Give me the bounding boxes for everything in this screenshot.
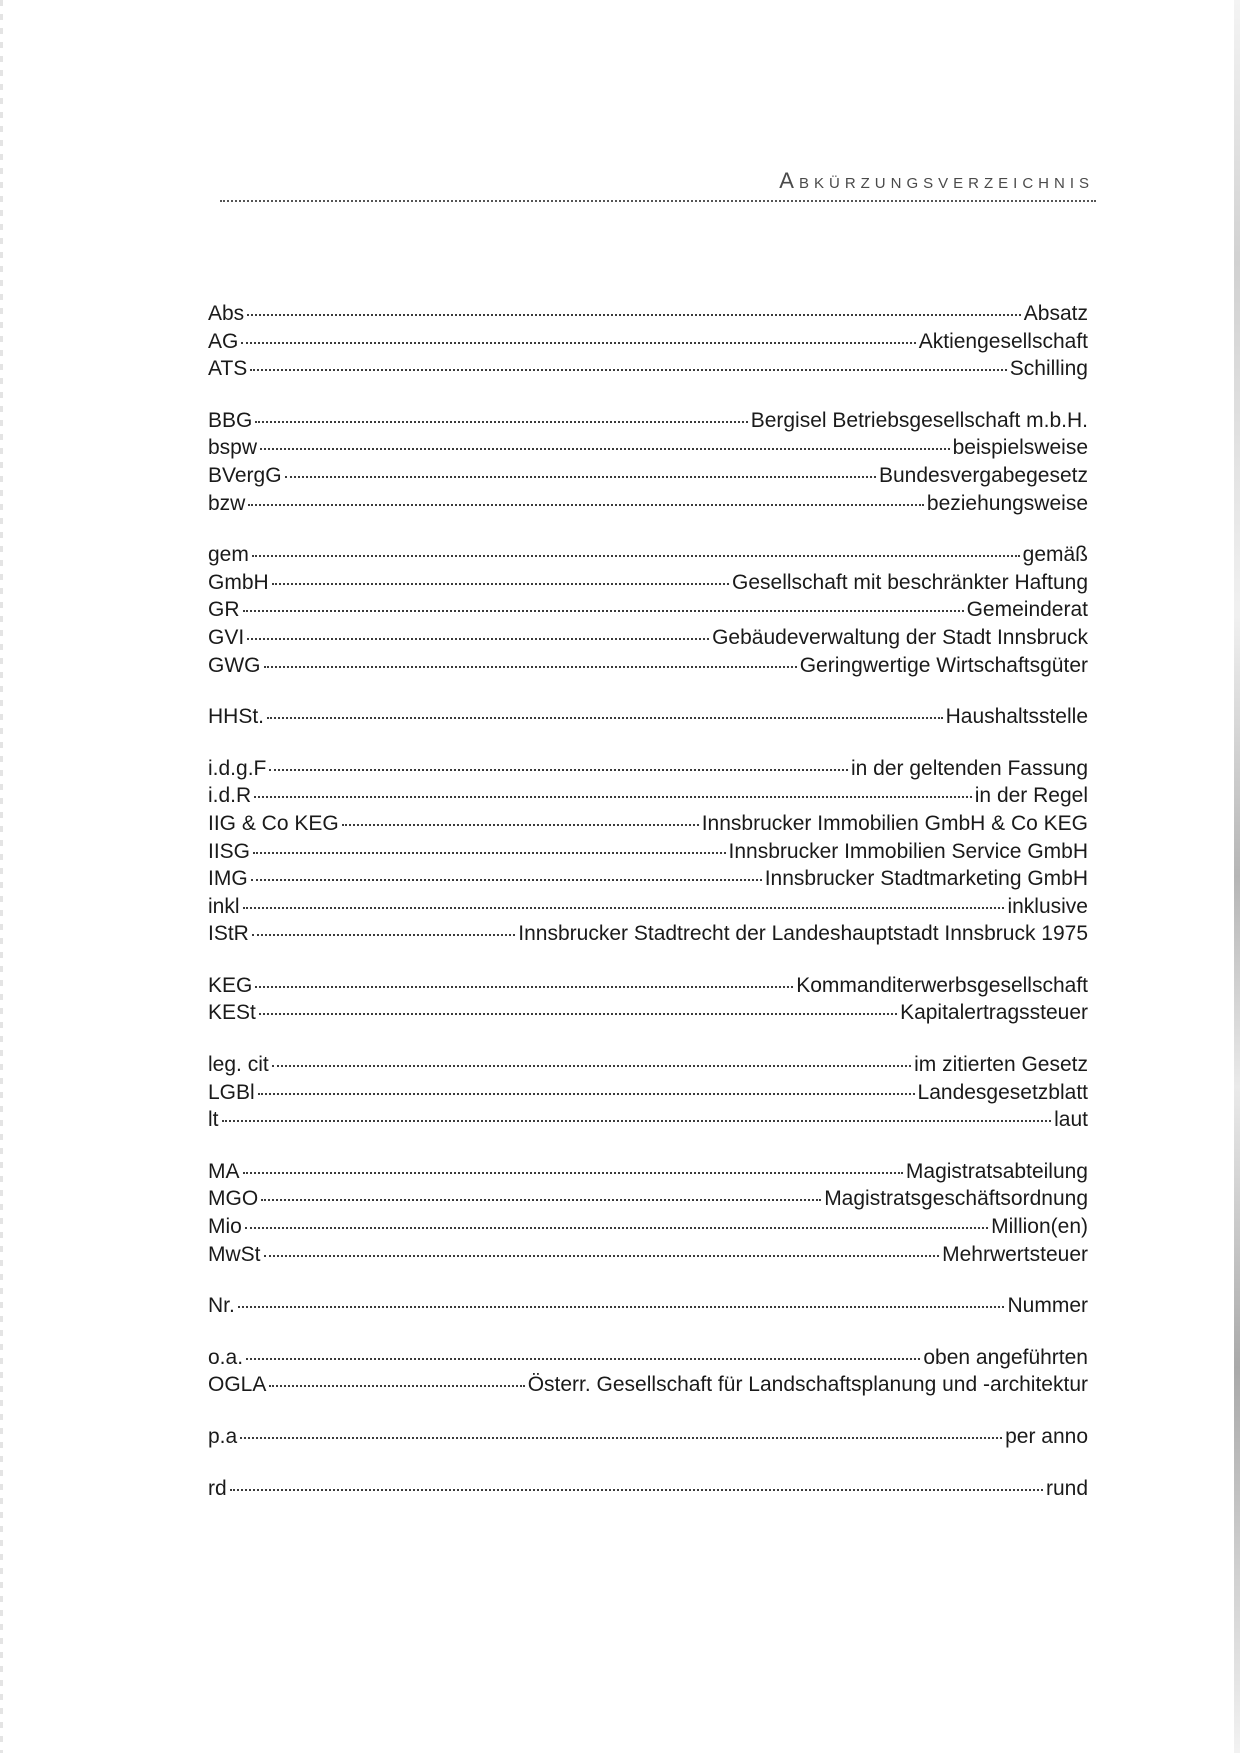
abbreviation-meaning: Million(en): [991, 1215, 1088, 1239]
abbreviation-entry: [208, 1158, 1088, 1186]
abbreviation-entry: [208, 1241, 1088, 1269]
abbreviation-entry: [208, 972, 1088, 1000]
abbreviation-meaning: oben angeführten: [923, 1345, 1088, 1369]
dot-leader: [272, 583, 729, 585]
abbreviation-meaning: Innsbrucker Immobilien Service GmbH: [728, 839, 1088, 863]
abbreviation-term: bspw: [208, 436, 258, 460]
abbreviation-meaning: Landesgesetzblatt: [917, 1080, 1088, 1104]
abbreviation-meaning: Aktiengesellschaft: [918, 329, 1088, 353]
abbreviation-term: HHSt.: [208, 705, 265, 729]
dot-leader: [240, 1437, 1002, 1439]
abbreviation-group: [208, 703, 1088, 731]
abbreviation-term: ATS: [208, 357, 248, 381]
dot-leader: [255, 421, 747, 423]
abbreviation-group: [208, 300, 1088, 383]
abbreviation-meaning: Gebäudeverwaltung der Stadt Innsbruck: [712, 625, 1088, 649]
dot-leader: [252, 555, 1020, 557]
abbreviation-meaning: inklusive: [1007, 894, 1088, 918]
abbreviation-entry: [208, 541, 1088, 569]
abbreviation-meaning: Gemeinderat: [966, 598, 1088, 622]
abbreviation-meaning: Schilling: [1009, 357, 1088, 381]
page-header: [220, 166, 1096, 202]
dot-leader: [285, 476, 876, 478]
abbreviation-term: i.d.g.F: [208, 756, 267, 780]
abbreviation-meaning: Kommanditerwerbsgesellschaft: [796, 973, 1088, 997]
abbreviation-meaning: Innsbrucker Stadtmarketing GmbH: [764, 867, 1088, 891]
abbreviation-term: IMG: [208, 867, 248, 891]
abbreviation-entry: [208, 755, 1088, 783]
abbreviation-entry: [208, 1106, 1088, 1134]
abbreviation-term: IIG & Co KEG: [208, 811, 339, 835]
abbreviation-entry: [208, 490, 1088, 518]
abbreviation-meaning: Haushaltsstelle: [945, 705, 1088, 729]
scan-edge-left: [0, 0, 3, 1753]
abbreviation-meaning: Magistratsabteilung: [905, 1159, 1088, 1183]
abbreviation-term: AG: [208, 329, 239, 353]
dot-leader: [342, 824, 699, 826]
abbreviation-entry: [208, 596, 1088, 624]
abbreviation-entry: [208, 1475, 1088, 1503]
dot-leader: [253, 852, 726, 854]
abbreviation-term: i.d.R: [208, 784, 252, 808]
abbreviation-meaning: Magistratsgeschäftsordnung: [824, 1187, 1088, 1211]
abbreviation-entry: [208, 624, 1088, 652]
abbreviation-term: lt: [208, 1108, 219, 1132]
abbreviation-entry: [208, 1423, 1088, 1451]
abbreviation-meaning: Geringwertige Wirtschaftsgüter: [799, 653, 1088, 677]
abbreviation-entry: [208, 810, 1088, 838]
abbreviation-term: OGLA: [208, 1373, 267, 1397]
abbreviation-term: GR: [208, 598, 240, 622]
abbreviation-group: [208, 1158, 1088, 1268]
abbreviation-meaning: per anno: [1005, 1425, 1088, 1448]
abbreviation-term: gem: [208, 543, 249, 567]
dot-leader: [258, 1093, 915, 1095]
dot-leader: [269, 1385, 524, 1387]
abbreviation-term: MA: [208, 1159, 240, 1183]
abbreviation-group: [208, 1344, 1088, 1399]
abbreviation-term: GWG: [208, 653, 261, 677]
abbreviation-entry: [208, 328, 1088, 356]
abbreviation-meaning: in der geltenden Fassung: [851, 756, 1088, 780]
dot-leader: [259, 1013, 897, 1015]
abbreviation-entry: [208, 1185, 1088, 1213]
abbreviation-group: [208, 1423, 1088, 1451]
scan-edge-right: [1234, 0, 1240, 1753]
abbreviation-entry: [208, 920, 1088, 948]
abbreviation-meaning: rund: [1045, 1476, 1088, 1500]
abbreviation-group: [208, 541, 1088, 679]
abbreviation-entry: [208, 782, 1088, 810]
abbreviation-meaning: beispielsweise: [952, 436, 1088, 460]
dot-leader: [261, 1199, 821, 1201]
header-divider: [220, 200, 1096, 202]
abbreviation-entry: [208, 462, 1088, 490]
dot-leader: [272, 1065, 911, 1067]
abbreviation-term: rd: [208, 1476, 227, 1500]
abbreviation-group: [208, 407, 1088, 517]
dot-leader: [254, 796, 972, 798]
abbreviation-term: inkl: [208, 894, 240, 918]
dot-leader: [243, 907, 1005, 909]
dot-leader: [255, 986, 793, 988]
abbreviation-entry: [208, 838, 1088, 866]
abbreviation-term: bzw: [208, 491, 246, 515]
abbreviation-entry: [208, 652, 1088, 680]
abbreviation-meaning: Bundesvergabegesetz: [879, 463, 1088, 487]
abbreviation-term: KESt: [208, 1001, 256, 1025]
abbreviation-entry: [208, 407, 1088, 435]
abbreviation-term: GVI: [208, 625, 245, 649]
dot-leader: [243, 610, 964, 612]
dot-leader: [247, 314, 1021, 316]
dot-leader: [260, 448, 950, 450]
abbreviation-entry: [208, 1051, 1088, 1079]
abbreviation-term: GmbH: [208, 570, 269, 594]
abbreviation-meaning: Innsbrucker Stadtrecht der Landeshauptstadt Innsbruck 1975: [518, 922, 1088, 946]
abbreviation-term: Abs: [208, 302, 245, 325]
dot-leader: [246, 1358, 920, 1360]
abbreviation-meaning: Bergisel Betriebsgesellschaft m.b.H.: [750, 408, 1088, 432]
abbreviation-meaning: Kapitalertragssteuer: [900, 1001, 1088, 1025]
dot-leader: [245, 1227, 988, 1229]
abbreviation-term: MGO: [208, 1187, 259, 1211]
dot-leader: [251, 879, 762, 881]
abbreviation-meaning: in der Regel: [974, 784, 1088, 808]
abbreviation-meaning: beziehungsweise: [926, 491, 1088, 515]
abbreviation-group: [208, 1292, 1088, 1320]
dot-leader: [250, 369, 1006, 371]
dot-leader: [247, 638, 709, 640]
abbreviation-term: Mio: [208, 1215, 242, 1239]
abbreviation-entry: [208, 1213, 1088, 1241]
dot-leader: [241, 342, 915, 344]
abbreviation-meaning: Nummer: [1007, 1294, 1088, 1318]
dot-leader: [264, 666, 797, 668]
abbreviation-entry: [208, 300, 1088, 328]
abbreviation-entry: [208, 999, 1088, 1027]
abbreviation-term: KEG: [208, 973, 253, 997]
abbreviation-group: [208, 972, 1088, 1027]
dot-leader: [222, 1120, 1052, 1122]
abbreviation-term: leg. cit: [208, 1053, 269, 1077]
abbreviation-entry: [208, 355, 1088, 383]
dot-leader: [264, 1255, 940, 1257]
page-title: Abkürzungsverzeichnis: [779, 168, 1094, 193]
abbreviation-term: LGBl: [208, 1080, 255, 1104]
abbreviation-meaning: laut: [1054, 1108, 1088, 1132]
abbreviation-entry: [208, 569, 1088, 597]
abbreviation-entry: [208, 703, 1088, 731]
abbreviation-meaning: im zitierten Gesetz: [914, 1053, 1088, 1077]
abbreviation-meaning: Absatz: [1023, 302, 1088, 325]
abbreviation-group: [208, 1051, 1088, 1134]
dot-leader: [238, 1306, 1005, 1308]
abbreviation-term: o.a.: [208, 1345, 244, 1369]
abbreviation-term: IStR: [208, 922, 249, 946]
abbreviation-meaning: Innsbrucker Immobilien GmbH & Co KEG: [701, 811, 1088, 835]
abbreviation-meaning: gemäß: [1022, 543, 1088, 567]
abbreviation-entry: [208, 865, 1088, 893]
abbreviation-entry: [208, 1079, 1088, 1107]
abbreviation-group: [208, 1475, 1088, 1503]
dot-leader: [230, 1489, 1043, 1491]
abbreviation-term: p.a: [208, 1425, 238, 1448]
abbreviation-meaning: Gesellschaft mit beschränkter Haftung: [732, 570, 1088, 594]
abbreviation-entry: [208, 1292, 1088, 1320]
abbreviation-meaning: Mehrwertsteuer: [942, 1242, 1088, 1266]
abbreviation-term: BBG: [208, 408, 253, 432]
dot-leader: [248, 504, 924, 506]
abbreviation-term: MwSt: [208, 1242, 261, 1266]
dot-leader: [252, 934, 515, 936]
abbreviation-term: Nr.: [208, 1294, 235, 1318]
abbreviation-term: IISG: [208, 839, 251, 863]
abbreviation-group: [208, 755, 1088, 948]
dot-leader: [269, 769, 848, 771]
abbreviation-entry: [208, 1344, 1088, 1372]
abbreviation-term: BVergG: [208, 463, 282, 487]
abbreviation-entry: [208, 893, 1088, 921]
abbreviation-list: [208, 300, 1088, 1526]
dot-leader: [267, 717, 943, 719]
dot-leader: [243, 1172, 903, 1174]
abbreviation-entry: [208, 1371, 1088, 1399]
abbreviation-meaning: Österr. Gesellschaft für Landschaftsplanung und -architektur: [527, 1373, 1088, 1397]
abbreviation-entry: [208, 434, 1088, 462]
